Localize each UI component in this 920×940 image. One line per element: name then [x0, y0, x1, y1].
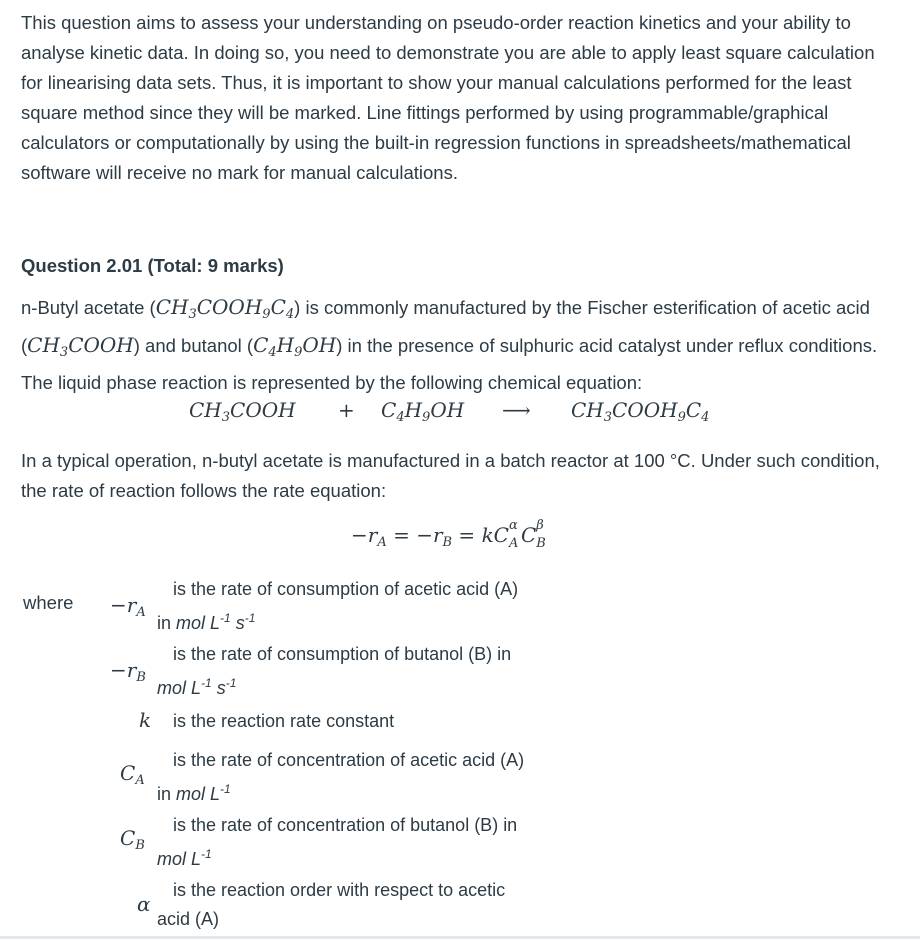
def-alpha-text2: acid (A) [157, 909, 220, 929]
bottom-divider [0, 936, 920, 939]
def-rA-unit: in mol $L^{-1}$ $s^{-1}$ [157, 611, 256, 633]
def-alpha-text: is the reaction order with respect to acetic [173, 880, 506, 900]
desc-part1: n-Butyl acetate ( [21, 297, 156, 318]
formula-butanol: $C_4H_9OH$ [253, 333, 337, 360]
equation-plus: + [338, 398, 355, 422]
question-title: Question 2.01 (Total: 9 marks) [21, 255, 284, 276]
symbol-rB: $-r_B$ [110, 658, 146, 685]
equation-product-butyl-acetate: $CH_3COOH_9C_4$ [571, 398, 710, 425]
symbol-rA: $-r_A$ [110, 593, 146, 620]
equation-reactant-acetic-acid: $CH_3COOH$ [189, 398, 296, 425]
rate-paragraph: In a typical operation, n-butyl acetate is manufactured in a batch reactor at 100 °C. Under such condition, the rate of reaction follows the rate equation: [21, 450, 880, 501]
where-label: where [23, 592, 74, 613]
symbol-k: k [139, 708, 152, 732]
equation-reactant-butanol: $C_4H_9OH$ [381, 398, 465, 425]
def-rB-unit: mol $L^{-1}$ $s^{-1}$ [157, 676, 237, 698]
symbol-CA: $C_A$ [120, 761, 145, 788]
symbol-alpha: α [137, 892, 151, 916]
intro-paragraph: This question aims to assess your understanding on pseudo-order reaction kinetics and your ability to analyse kinetic data. In doing so, you need to demonstrate you are able to apply least square calculation for linearising data sets. Thus, it is important to show your manual calculations performed for the least square method since they will be marked. Line fittings performed by using programmable/graphical calculators or computationally by using the built-in regression functions in spreadsheets/mathematical software will receive no mark for manual calculations. [21, 12, 875, 183]
formula-butyl-acetate: $CH_3COOH_9C_4$ [155, 295, 295, 322]
symbol-CB: $C_B$ [120, 826, 145, 853]
def-rA-text: is the rate of consumption of acetic acid (A) [173, 579, 519, 599]
def-CA-text: is the rate of concentration of acetic acid (A) [173, 750, 525, 770]
def-CB-text: is the rate of concentration of butanol (B) in [173, 815, 518, 835]
def-CB-unit: mol $L^{-1}$ [157, 847, 212, 869]
def-CA-unit: in mol $L^{-1}$ [157, 782, 231, 804]
rate-equation: $-r_A = -r_B$ = kC α A C β B [351, 518, 546, 551]
desc-part4: ) in the presence of sulphuric acid catalyst under reflux conditions. The liquid phase reaction is represented by the following chemical equation: [21, 335, 878, 393]
equation-arrow: ⟶ [502, 398, 531, 422]
desc-part3: ) and butanol ( [133, 335, 254, 356]
description-paragraph [21, 292, 901, 398]
desc-part2: ) is commonly manufactured by the Fischer esterification of acetic acid ( [21, 297, 870, 356]
def-k-text: is the reaction rate constant [173, 711, 395, 731]
formula-acetic-acid: $CH_3COOH$ [27, 333, 134, 360]
def-rB-text: is the rate of consumption of butanol (B) in [173, 644, 512, 664]
